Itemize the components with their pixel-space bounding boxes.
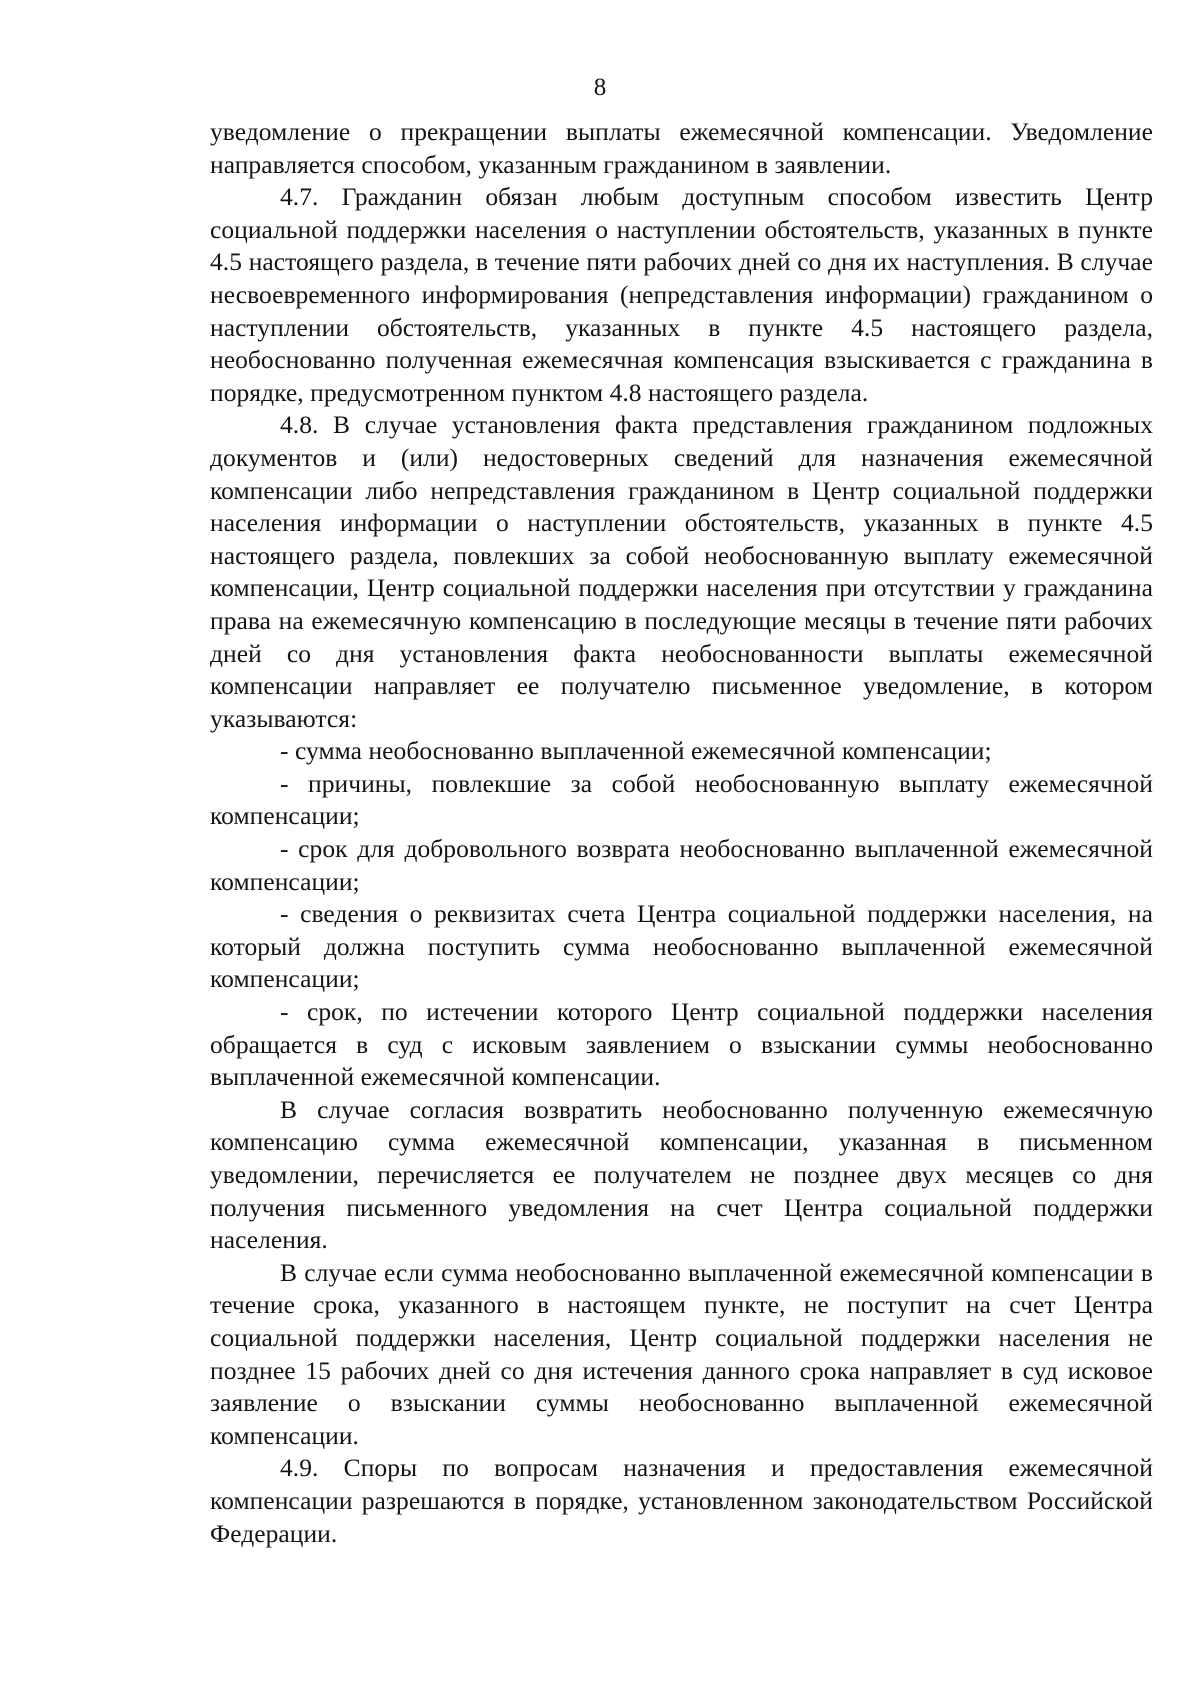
list-item-sum: - сумма необоснованно выплаченной ежемесячной компенсации; xyxy=(280,736,992,766)
paragraph-4-8: 4.8. В случае установления факта представления гражданином подложных документов и (или) недостоверных сведений для назначения ежемесячной компенсации либо непредставления гражданином в Центр социальной поддержки населения информации о наступлении обстоятельств, указанных в пункте 4.5 настоящего раздела, повлекших за собой необоснованную выплату ежемесячной компенсации, Центр социальной поддержки населения при отсутствии у гражданина права на ежемесячную компенсацию в последующие месяцы в течение пяти рабочих дней со дня установления факта необоснованности выплаты ежемесячной компенсации направляет ее получателю письменное уведомление, в котором указываются: xyxy=(210,410,1153,733)
paragraph-continuation: уведомление о прекращении выплаты ежемесячной компенсации. Уведомление направляется способом, указанным гражданином в заявлении. xyxy=(210,117,1153,179)
paragraph-4-7: 4.7. Гражданин обязан любым доступным способом известить Центр социальной поддержки населения о наступлении обстоятельств, указанных в пункте 4.5 настоящего раздела, в течение пяти рабочих дней со дня их наступления. В случае несвоевременного информирования (непредставления информации) гражданином о наступлении обстоятельств, указанных в пункте 4.5 настоящего раздела, необоснованно полученная ежемесячная компенсация взыскивается с гражданина в порядке, предусмотренном пунктом 4.8 настоящего раздела. xyxy=(210,182,1153,407)
list-item-reasons: - причины, повлекшие за собой необоснованную выплату ежемесячной компенсации; xyxy=(210,768,1153,831)
list-item-court-term: - срок, по истечении которого Центр социальной поддержки населения обращается в суд с исковым заявлением о взыскании суммы необоснованно выплаченной ежемесячной компенсации. xyxy=(210,997,1153,1092)
paragraph-voluntary-return: В случае согласия возвратить необоснованно полученную ежемесячную компенсацию сумма ежемесячной компенсации, указанная в письменном уведомлении, перечисляется ее получателем не позднее двух месяцев со дня получения письменного уведомления на счет Центра социальной поддержки населения. xyxy=(210,1094,1153,1255)
list-item-return-term: - срок для добровольного возврата необоснованно выплаченной ежемесячной компенсации; xyxy=(210,834,1153,896)
list-item-account-details: - сведения о реквизитах счета Центра социальной поддержки населения, на который должна поступить сумма необоснованно выплаченной ежемесячной компенсации; xyxy=(210,899,1153,994)
paragraph-4-9: 4.9. Споры по вопросам назначения и предоставления ежемесячной компенсации разрешаются в порядке, установленном законодательством Российской Федерации. xyxy=(210,1453,1153,1548)
paragraph-court-claim: В случае если сумма необоснованно выплаченной ежемесячной компенсации в течение срока, указанного в настоящем пункте, не поступит на счет Центра социальной поддержки населения, Центр социальной поддержки населения не позднее 15 рабочих дней со дня истечения данного срока направляет в суд исковое заявление о взыскании суммы необоснованно выплаченной ежемесячной компенсации. xyxy=(210,1257,1153,1450)
page-number: 8 xyxy=(593,74,607,101)
document-body xyxy=(210,116,1153,1550)
